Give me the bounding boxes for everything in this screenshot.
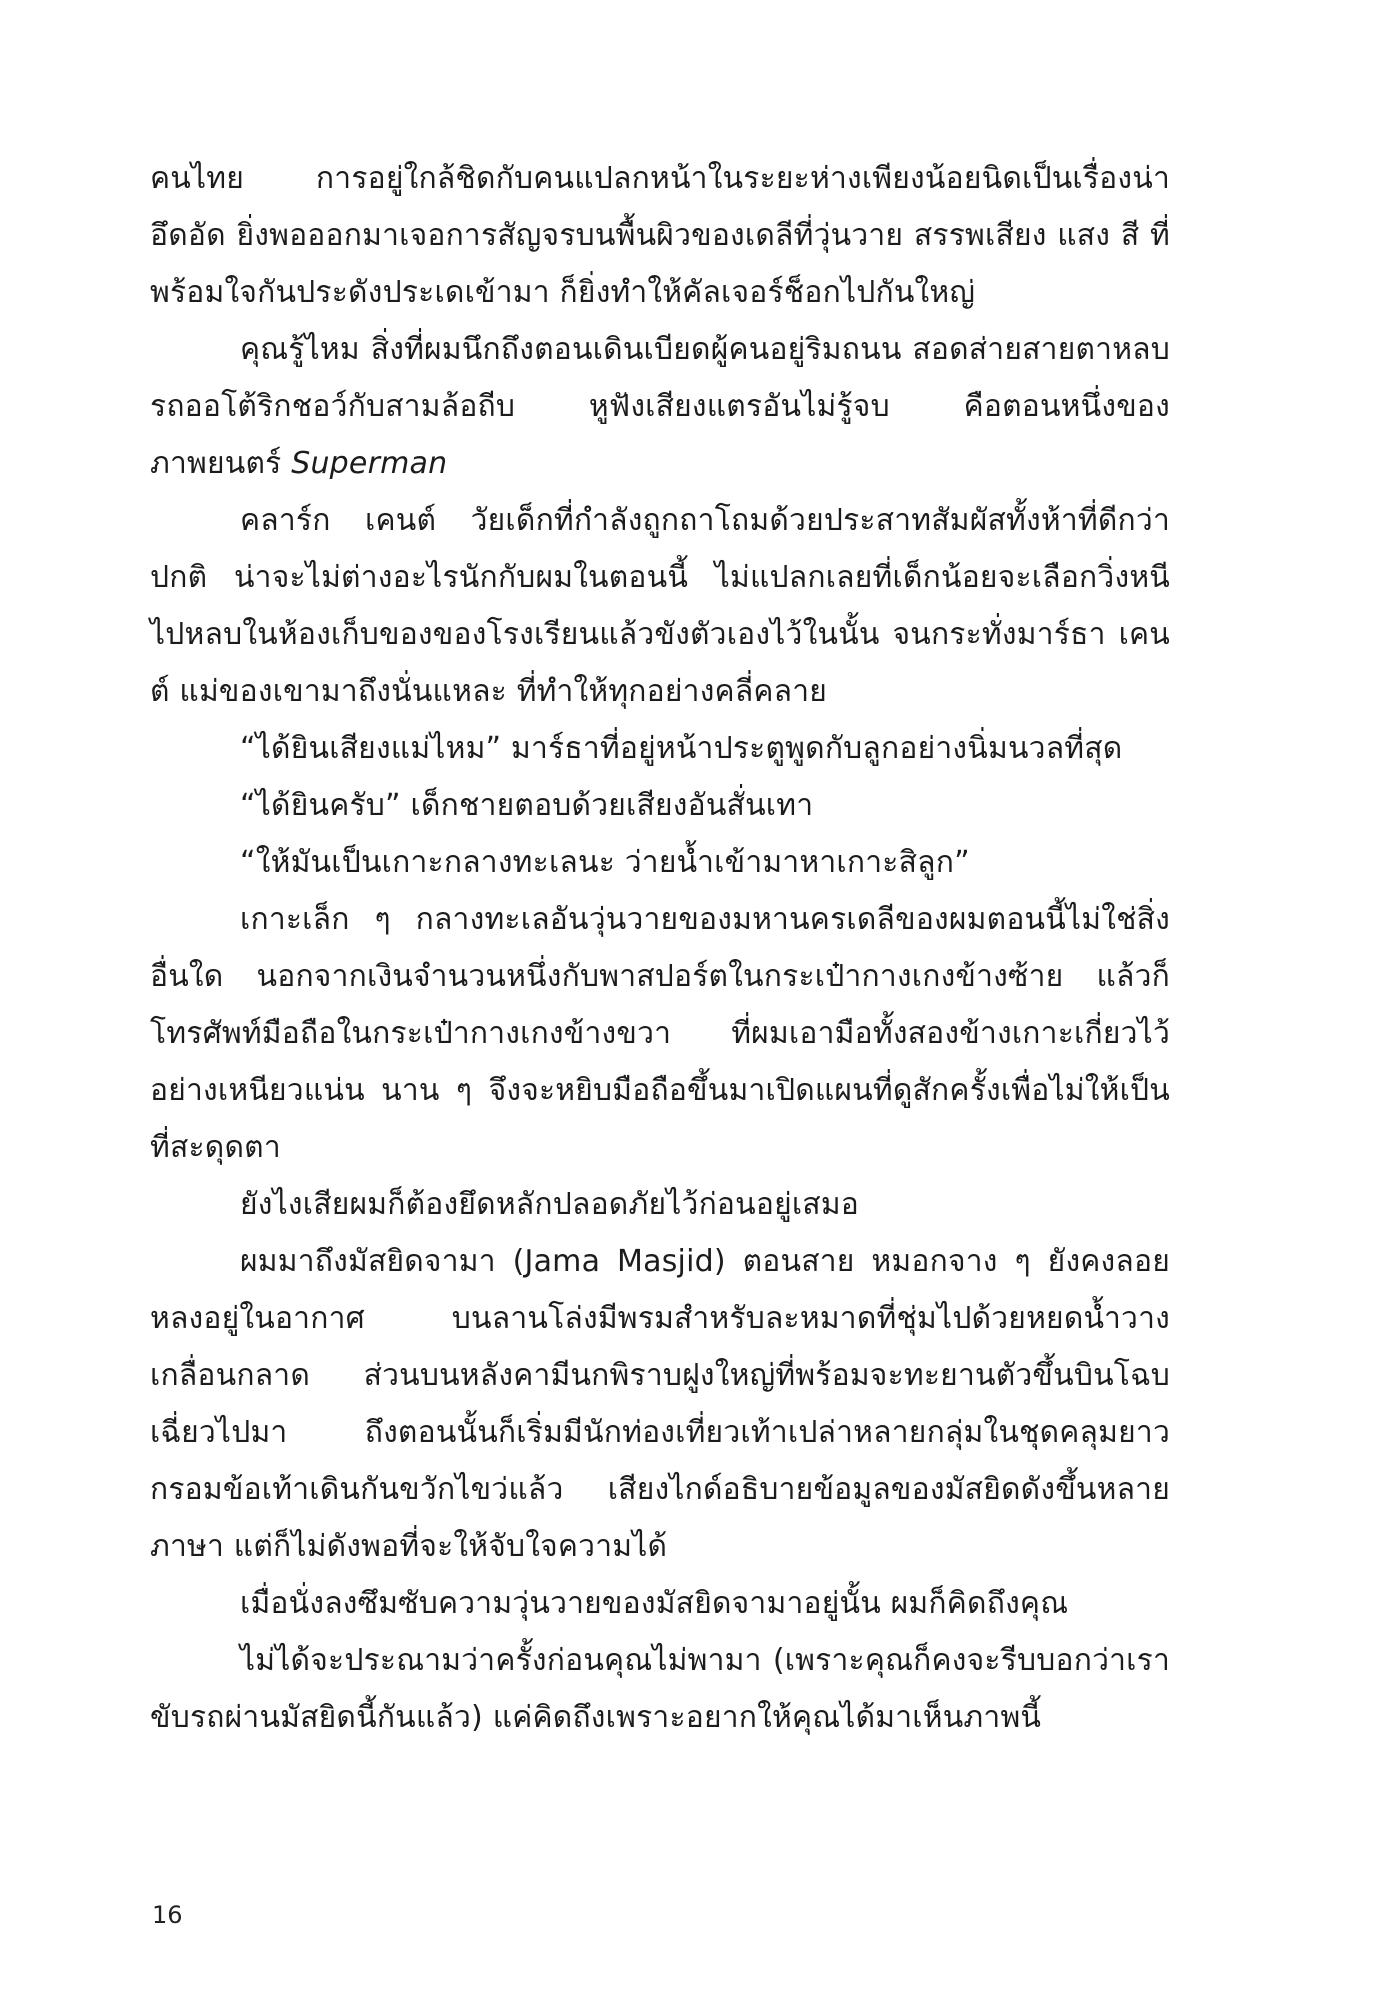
dialogue-1: “ได้ยินเสียงแม่ไหม” มาร์ธาที่อยู่หน้าประตูพูดกับลูกอย่างนิ่มนวลที่สุด <box>240 731 1123 766</box>
superman-title: Superman <box>291 446 448 481</box>
paragraph-4: เกาะเล็ก ๆ กลางทะเลอันวุ่นวายของมหานครเดลีของผมตอนนี้ไม่ใช่สิ่งอื่นใด นอกจากเงินจำนวนหนึ่งกับพาสปอร์ตในกระเป๋ากางเกงข้างซ้าย แล้วก็โทรศัพท์มือถือในกระเป๋ากางเกงข้างขวา ที่ผมเอามือทั้งสองข้างเกาะเกี่ยวไว้อย่างเหนียวแน่น นาน ๆ จึงจะหยิบมือถือขึ้นมาเปิดแผนที่ดูสักครั้งเพื่อไม่ให้เป็นที่สะดุดตา <box>150 902 1170 1165</box>
paragraph-2 <box>150 321 1170 492</box>
paragraph-6: ผมมาถึงมัสยิดจามา (Jama Masjid) ตอนสาย หมอกจาง ๆ ยังคงลอยหลงอยู่ในอากาศ บนลานโล่งมีพรมสำหรับละหมาดที่ชุ่มไปด้วยหยดน้ำวางเกลื่อนกลาด ส่วนบนหลังคามีนกพิราบฝูงใหญ่ที่พร้อมจะทะยานตัวขึ้นบินโฉบเฉี่ยวไปมา ถึงตอนนั้นก็เริ่มมีนักท่องเที่ยวเท้าเปล่าหลายกลุ่มในชุดคลุมยาวกรอมข้อเท้าเดินกันขวักไขว่แล้ว เสียงไกด์อธิบายข้อมูลของมัสยิดดังขึ้นหลายภาษา แต่ก็ไม่ดังพอที่จะให้จับใจความได้ <box>150 1244 1170 1564</box>
body-text <box>150 150 1170 1746</box>
paragraph-1: คนไทย การอยู่ใกล้ชิดกับคนแปลกหน้าในระยะห่างเพียงน้อยนิดเป็นเรื่องน่าอึดอัด ยิ่งพอออกมาเจอการสัญจรบนพื้นผิวของเดลีที่วุ่นวาย สรรพเสียง แสง สี ที่พร้อมใจกันประดังประเดเข้ามา ก็ยิ่งทำให้คัลเจอร์ช็อกไปกันใหญ่ <box>150 161 1170 310</box>
paragraph-3: คลาร์ก เคนต์ วัยเด็กที่กำลังถูกถาโถมด้วยประสาทสัมผัสทั้งห้าที่ดีกว่าปกติ น่าจะไม่ต่างอะไรนักกับผมในตอนนี้ ไม่แปลกเลยที่เด็กน้อยจะเลือกวิ่งหนีไปหลบในห้องเก็บของของโรงเรียนแล้วขังตัวเองไว้ในนั้น จนกระทั่งมาร์ธา เคนต์ แม่ของเขามาถึงนั่นแหละ ที่ทำให้ทุกอย่างคลี่คลาย <box>150 503 1170 709</box>
paragraph-7: เมื่อนั่งลงซึมซับความวุ่นวายของมัสยิดจามาอยู่นั้น ผมก็คิดถึงคุณ <box>240 1586 1069 1621</box>
page-number: 16 <box>152 1901 183 1929</box>
paragraph-5: ยังไงเสียผมก็ต้องยึดหลักปลอดภัยไว้ก่อนอยู่เสมอ <box>240 1187 860 1222</box>
paragraph-2-text: คุณรู้ไหม สิ่งที่ผมนึกถึงตอนเดินเบียดผู้คนอยู่ริมถนน สอดส่ายสายตาหลบรถออโต้ริกชอว์กับสามล้อถีบ หูฟังเสียงแตรอันไม่รู้จบ คือตอนหนึ่งของภาพยนตร์ <box>150 332 1170 481</box>
paragraph-8: ไม่ได้จะประณามว่าครั้งก่อนคุณไม่พามา (เพราะคุณก็คงจะรีบบอกว่าเราขับรถผ่านมัสยิดนี้กันแล้ว) แค่คิดถึงเพราะอยากให้คุณได้มาเห็นภาพนี้ <box>150 1643 1170 1735</box>
dialogue-2: “ได้ยินครับ” เด็กชายตอบด้วยเสียงอันสั่นเทา <box>240 788 814 823</box>
dialogue-3: “ให้มันเป็นเกาะกลางทะเลนะ ว่ายน้ำเข้ามาหาเกาะสิลูก” <box>240 845 970 880</box>
